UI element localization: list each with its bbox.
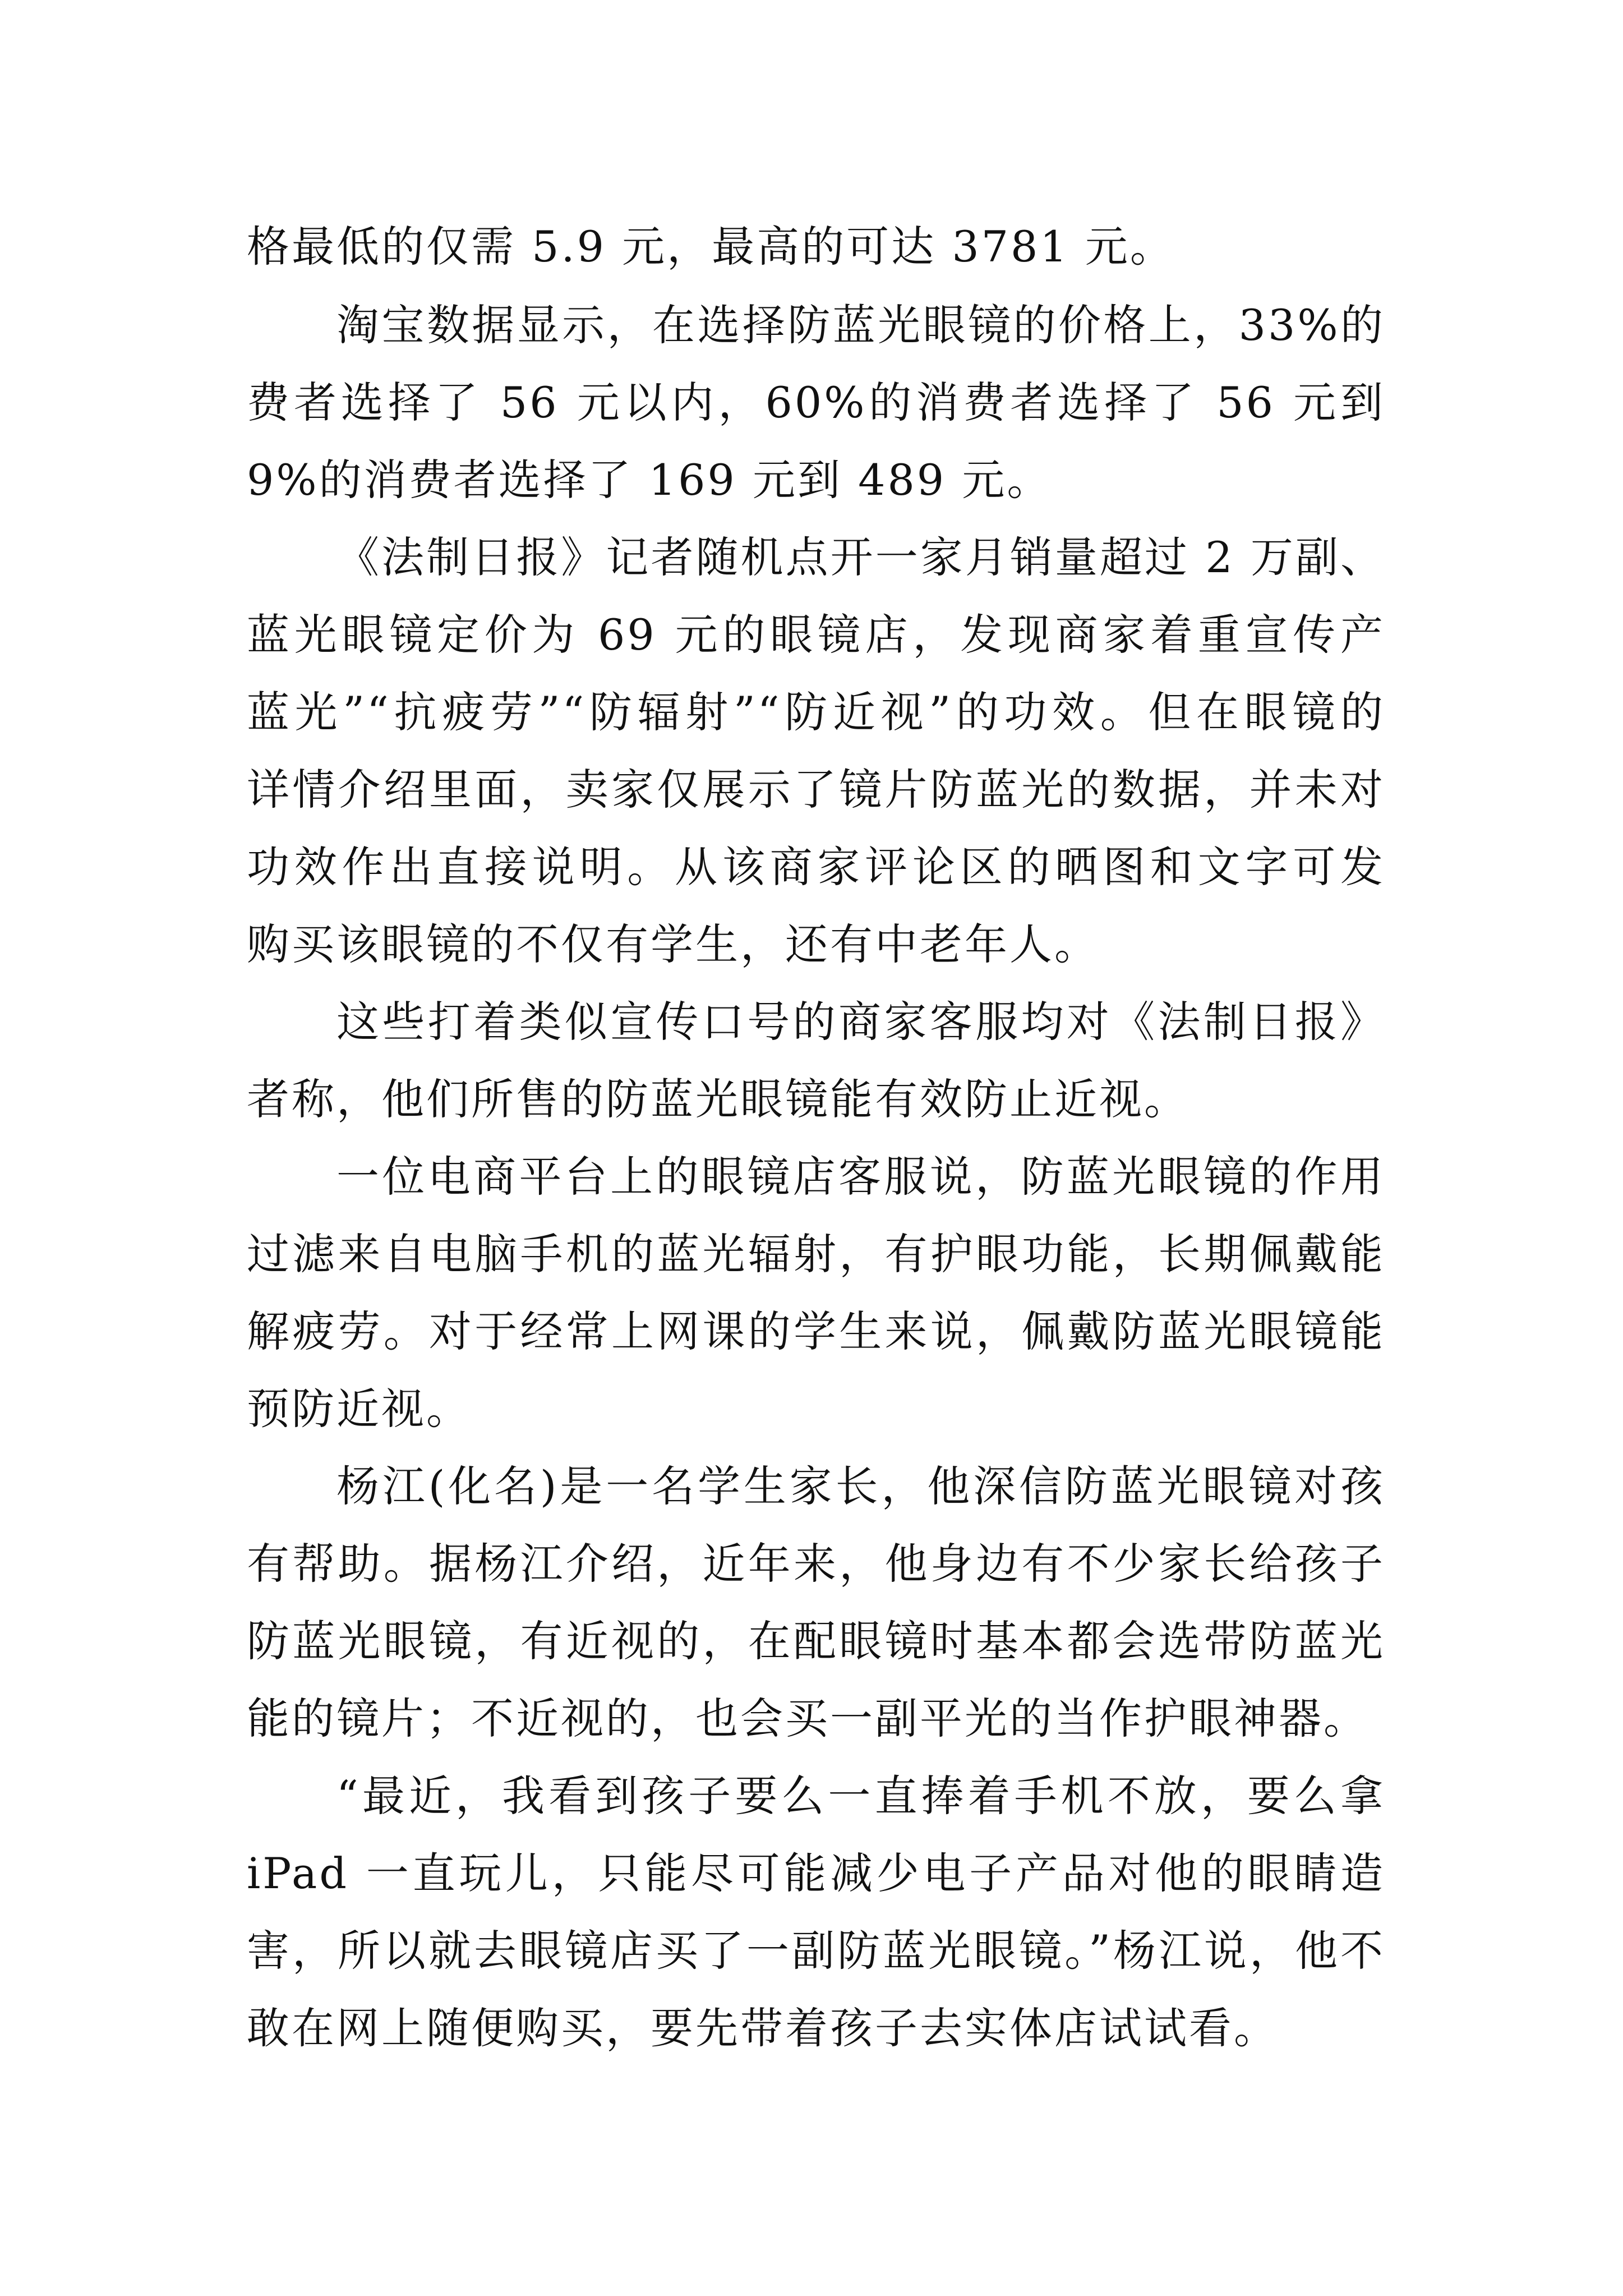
paragraph-start-line: 杨江(化名)是一名学生家长，他深信防蓝光眼镜对孩 bbox=[336, 1461, 1385, 1511]
text-line: 敢在网上随便购买，要先带着孩子去实体店试试看。 bbox=[247, 2003, 1279, 2053]
text-line: 解疲劳。对于经常上网课的学生来说，佩戴防蓝光眼镜能 bbox=[247, 1306, 1385, 1356]
paragraph-start-line: 淘宝数据显示，在选择防蓝光眼镜的价格上，33%的 bbox=[336, 300, 1385, 350]
paragraph-start-line: 《法制日报》记者随机点开一家月销量超过 2 万副、 bbox=[336, 532, 1385, 582]
paragraph-start-line: 一位电商平台上的眼镜店客服说，防蓝光眼镜的作用 bbox=[336, 1152, 1385, 1202]
text-line: 详情介绍里面，卖家仅展示了镜片防蓝光的数据，并未对 bbox=[247, 765, 1385, 815]
text-line: 9%的消费者选择了 169 元到 489 元。 bbox=[247, 455, 1052, 505]
text-line: 有帮助。据杨江介绍，近年来，他身边有不少家长给孩子 bbox=[247, 1539, 1385, 1589]
paragraph-start-line: “最近，我看到孩子要么一直捧着手机不放，要么拿 bbox=[336, 1771, 1385, 1821]
text-line: 者称，他们所售的防蓝光眼镜能有效防止近视。 bbox=[247, 1074, 1189, 1124]
text-line: 过滤来自电脑手机的蓝光辐射，有护眼功能，长期佩戴能 bbox=[247, 1229, 1385, 1279]
text-line: 防蓝光眼镜，有近视的，在配眼镜时基本都会选带防蓝光 bbox=[247, 1616, 1385, 1666]
text-line: 蓝光眼镜定价为 69 元的眼镜店，发现商家着重宣传产 bbox=[247, 610, 1385, 660]
text-line: iPad 一直玩儿，只能尽可能减少电子产品对他的眼睛造 bbox=[247, 1848, 1385, 1898]
text-line: 蓝光”“抗疲劳”“防辐射”“防近视”的功效。但在眼镜的 bbox=[247, 687, 1385, 737]
text-line: 格最低的仅需 5.9 元，最高的可达 3781 元。 bbox=[247, 222, 1175, 272]
text-line: 购买该眼镜的不仅有学生，还有中老年人。 bbox=[247, 919, 1099, 969]
text-line: 能的镜片；不近视的，也会买一副平光的当作护眼神器。 bbox=[247, 1694, 1368, 1743]
text-line: 功效作出直接说明。从该商家评论区的晒图和文字可发 bbox=[247, 842, 1385, 892]
text-line: 害，所以就去眼镜店买了一副防蓝光眼镜。”杨江说，他不 bbox=[247, 1926, 1385, 1976]
text-line: 预防近视。 bbox=[247, 1384, 471, 1434]
text-line: 费者选择了 56 元以内，60%的消费者选择了 56 元到 bbox=[247, 378, 1385, 427]
paragraph-start-line: 这些打着类似宣传口号的商家客服均对《法制日报》 bbox=[336, 997, 1385, 1047]
